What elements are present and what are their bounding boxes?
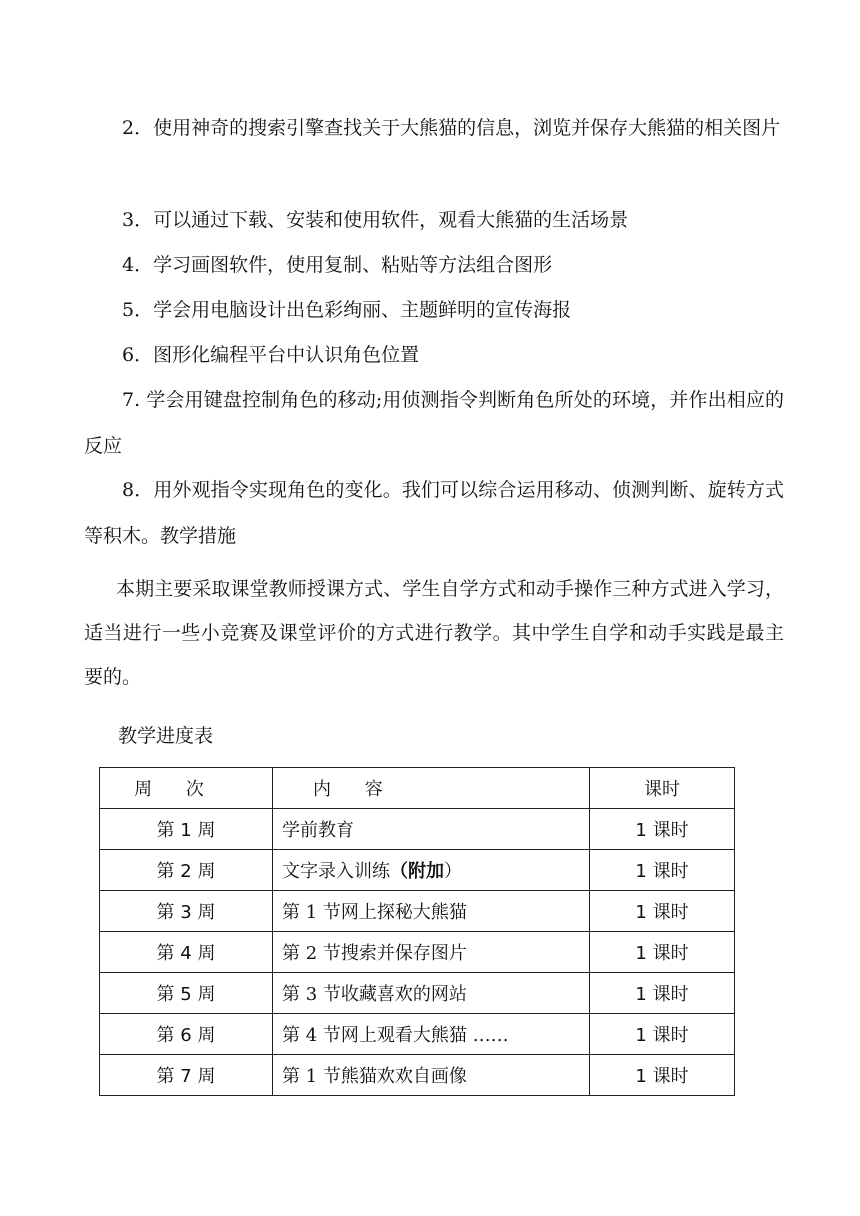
list-item-3: 3．可以通过下载、安装和使用软件，观看大熊猫的生活场景 [122,209,629,231]
table-row [100,809,735,850]
cell-content: 第 1 节网上探秘大熊猫 [273,891,590,932]
cell-content: 学前教育 [273,809,590,850]
cell-content: 第 3 节收藏喜欢的网站 [273,973,590,1014]
cell-week: 第 7 周 [100,1055,273,1096]
cell-hours: 1 课时 [590,1055,735,1096]
table-row [100,850,735,891]
schedule-title: 教学进度表 [118,725,214,747]
cell-content-bold: （附加 [390,861,444,882]
cell-week: 第 3 周 [100,891,273,932]
cell-week: 第 5 周 [100,973,273,1014]
cell-hours: 1 课时 [590,1014,735,1055]
cell-content-text: 文字录入训练 [282,861,390,882]
table-row [100,1055,735,1096]
cell-content: 第 4 节网上观看大熊猫 …… [273,1014,590,1055]
table-row [100,973,735,1014]
cell-content: 第 1 节熊猫欢欢自画像 [273,1055,590,1096]
table-row [100,891,735,932]
list-item-7: 7. 学会用键盘控制角色的移动;用侦测指令判断角色所处的环境，并作出相应的反应 [84,389,784,457]
cell-content: 第 2 节搜索并保存图片 [273,932,590,973]
schedule-table [99,767,735,1096]
table-row [100,1014,735,1055]
header-week: 周 次 [100,768,273,809]
table-header-row [100,768,735,809]
cell-week: 第 4 周 [100,932,273,973]
teaching-measures-paragraph: 本期主要采取课堂教师授课方式、学生自学方式和动手操作三种方式进入学习，适当进行一些小竞赛及课堂评价的方式进行教学。其中学生自学和动手实践是最主要的。 [84,578,784,688]
list-item-8: 8．用外观指令实现角色的变化。我们可以综合运用移动、侦测判断、旋转方式等积木。教学措施 [84,479,784,547]
cell-hours: 1 课时 [590,850,735,891]
list-item-2: 2．使用神奇的搜索引擎查找关于大熊猫的信息，浏览并保存大熊猫的相关图片 [122,117,781,139]
cell-week: 第 6 周 [100,1014,273,1055]
cell-content-end: ） [444,861,462,882]
list-item-4: 4．学习画图软件，使用复制、粘贴等方法组合图形 [122,254,553,276]
header-content: 内 容 [273,768,590,809]
list-item-6: 6．图形化编程平台中认识角色位置 [122,344,420,366]
cell-hours: 1 课时 [590,891,735,932]
cell-hours: 1 课时 [590,973,735,1014]
cell-week: 第 1 周 [100,809,273,850]
table-row [100,932,735,973]
cell-hours: 1 课时 [590,932,735,973]
cell-content [273,850,590,891]
list-item-5: 5．学会用电脑设计出色彩绚丽、主题鲜明的宣传海报 [122,299,572,321]
cell-hours: 1 课时 [590,809,735,850]
cell-week: 第 2 周 [100,850,273,891]
header-hours: 课时 [590,768,735,809]
